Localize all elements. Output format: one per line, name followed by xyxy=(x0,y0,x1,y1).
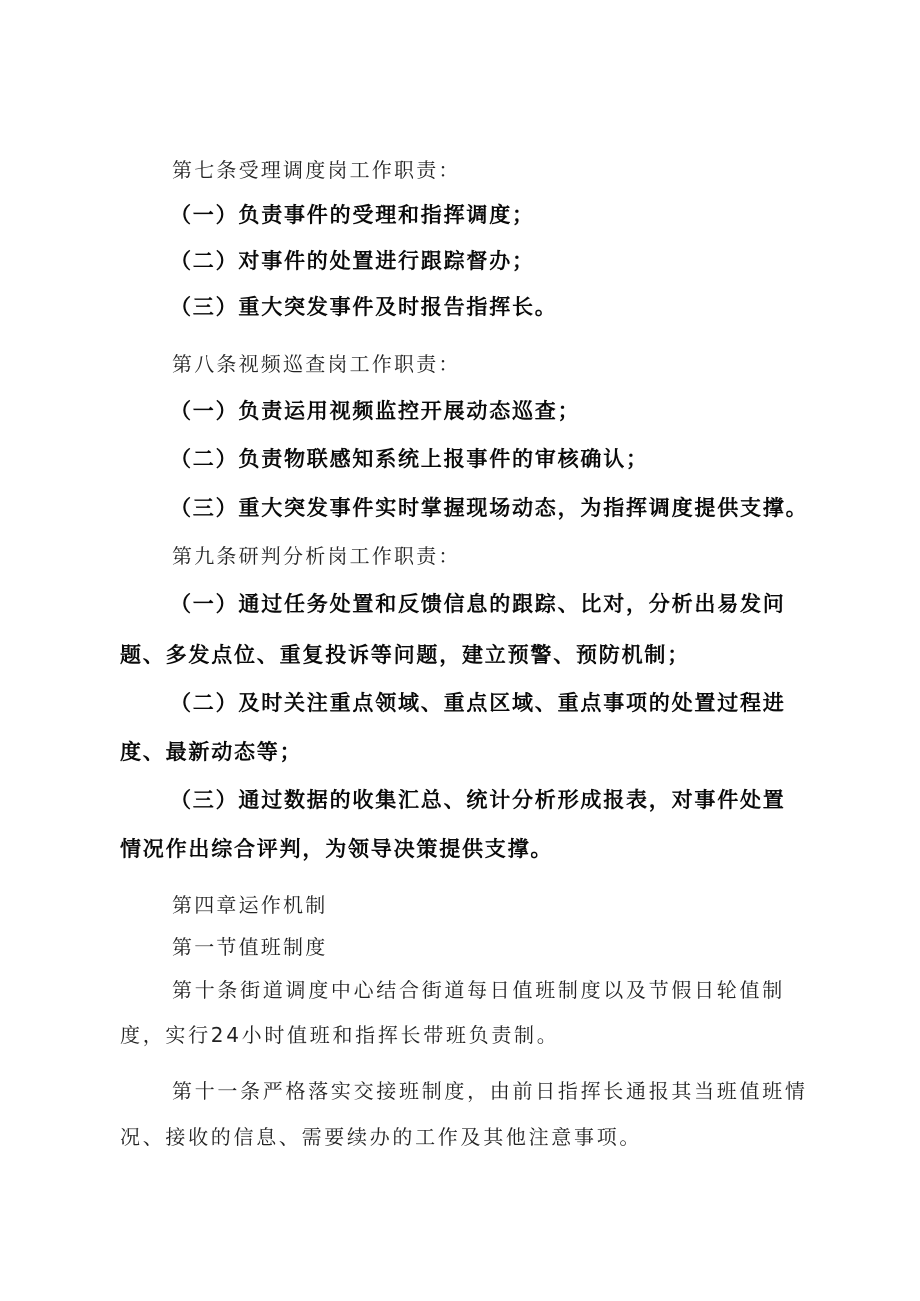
article9-item-3-line-2: 情况作出综合评判，为领导决策提供支撑。 xyxy=(120,837,554,861)
article10-line-2: 度，实行24小时值班和指挥长带班负责制。 xyxy=(120,1023,560,1047)
article9-item-2-line-2: 度、最新动态等； xyxy=(120,740,303,764)
article8-item-3: （三）重大突发事件实时掌握现场动态，为指挥调度提供支撑。 xyxy=(170,496,809,520)
article7-item-1: （一）负责事件的受理和指挥调度； xyxy=(170,203,535,227)
article9-item-2-line-1: （二）及时关注重点领域、重点区域、重点事项的处置过程进 xyxy=(170,691,786,715)
article8-item-2: （二）负责物联感知系统上报事件的审核确认； xyxy=(170,447,649,471)
article11-line-2: 况、接收的信息、需要续办的工作及其他注意事项。 xyxy=(120,1125,643,1149)
article10-line-1: 第十条街道调度中心结合街道每日值班制度以及节假日轮值制 xyxy=(172,978,785,1002)
article11-line-1: 第十一条严格落实交接班制度，由前日指挥长通报其当班值班情 xyxy=(172,1079,808,1103)
article9-heading: 第九条研判分析岗工作职责： xyxy=(172,544,461,568)
chapter4-section1-title: 第一节值班制度 xyxy=(172,935,328,959)
article9-item-3-line-1: （三）通过数据的收集汇总、统计分析形成报表，对事件处置 xyxy=(170,788,786,812)
article7-item-2: （二）对事件的处置进行跟踪督办； xyxy=(170,249,535,273)
article9-item-1-line-1: （一）通过任务处置和反馈信息的跟踪、比对，分析出易发问 xyxy=(170,592,786,616)
article8-item-1: （一）负责运用视频监控开展动态巡查； xyxy=(170,399,581,423)
article7-item-3: （三）重大突发事件及时报告指挥长。 xyxy=(170,295,558,319)
article9-item-1-line-2: 题、多发点位、重复投诉等问题，建立预警、预防机制； xyxy=(120,643,690,667)
article8-heading: 第八条视频巡查岗工作职责： xyxy=(172,352,461,376)
article7-heading: 第七条受理调度岗工作职责： xyxy=(172,158,461,182)
chapter4-title: 第四章运作机制 xyxy=(172,893,328,917)
